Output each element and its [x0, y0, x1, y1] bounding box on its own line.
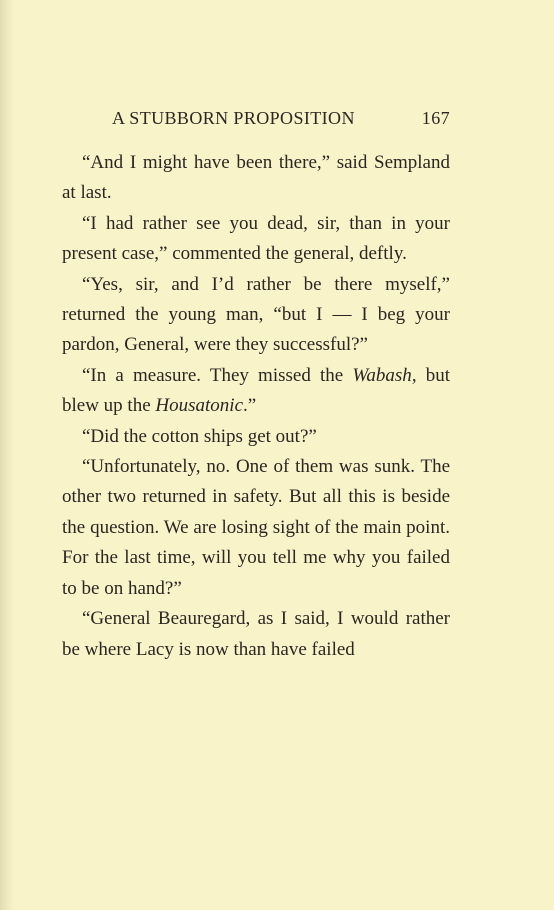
paragraph-text: , but blew up the: [62, 364, 450, 417]
body-text: [62, 148, 450, 665]
chapter-title: A STUBBORN PROPOSITION: [112, 108, 355, 128]
paragraph: “I had rather see you dead, sir, than in your present case,” commented the general, deftly.: [62, 212, 450, 265]
paragraph: “General Beauregard, as I said, I would rather be where Lacy is now than have failed: [62, 608, 450, 660]
paragraph: “Unfortunately, no. One of them was sunk. The other two returned in safety. But all this is beside the question. We are losing sight of the main point. For the last time, will you tell me why you failed to be on hand?”: [62, 456, 450, 599]
paragraph-text: .”: [243, 395, 257, 417]
page-number: 167: [421, 108, 450, 128]
ship-name: Housatonic: [155, 395, 244, 417]
paragraph: [62, 361, 450, 422]
running-head: [62, 108, 450, 136]
paragraph: “Yes, sir, and I’d rather be there myself,” returned the young man, “but I — I beg your pardon, General, were they successful?”: [62, 273, 450, 356]
ship-name: Wabash: [352, 364, 412, 386]
paragraph: “And I might have been there,” said Sempland at last.: [62, 152, 450, 204]
paragraph: “Did the cotton ships get out?”: [82, 425, 317, 447]
page-edge: [0, 0, 14, 910]
paragraph-text: “In a measure. They missed the: [82, 364, 353, 386]
